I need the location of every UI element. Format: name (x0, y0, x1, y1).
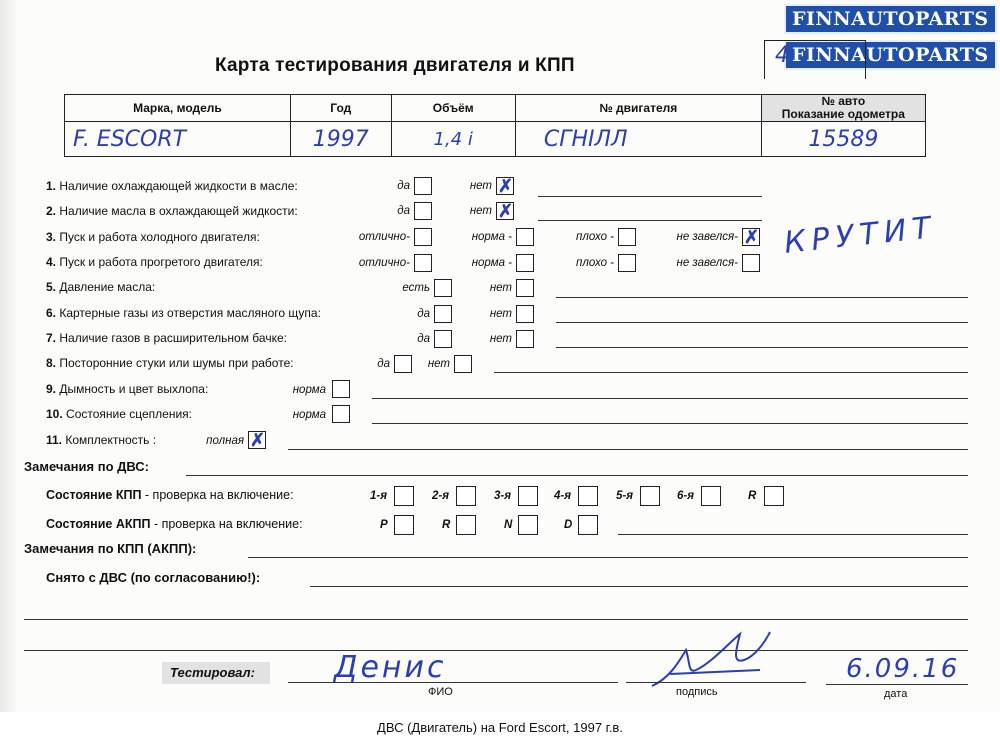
opt-yes: да (417, 333, 430, 345)
col-engine-number: № двигателя (515, 95, 761, 122)
name-label: ФИО (428, 686, 453, 698)
item-number: 5. (46, 280, 57, 294)
gearbox-auto-label: Состояние АКПП (46, 517, 151, 531)
item-6 (46, 306, 321, 320)
blank-line-2 (24, 650, 968, 651)
tested-by-label: Тестировал: (170, 665, 255, 680)
item-8 (46, 356, 294, 370)
page-edge-shadow (0, 0, 18, 712)
comment-line (288, 449, 968, 450)
opt-not-started: не завелся- (676, 231, 738, 243)
name-value: Денис (334, 650, 447, 685)
gear-r: R (442, 519, 451, 531)
item-label: Комплектность : (65, 433, 157, 447)
name-line (288, 682, 618, 683)
comment-line (372, 423, 968, 424)
item-10 (46, 407, 192, 421)
opt-no: нет (427, 358, 450, 370)
gear-n: N (504, 519, 513, 531)
item-label: Давление масла: (59, 280, 156, 294)
checkbox-gear-p[interactable] (394, 515, 414, 535)
item-label: Пуск и работа холодного двигателя: (59, 230, 260, 244)
volume-value: 1,4 i (391, 122, 515, 157)
checkbox-no[interactable] (516, 330, 534, 348)
item-number: 7. (46, 331, 57, 345)
checkbox-normal[interactable] (516, 254, 534, 272)
checkbox-gear-2[interactable] (456, 486, 476, 506)
opt-yes: да (397, 180, 410, 192)
item-2 (46, 204, 298, 218)
item-number: 3. (46, 230, 57, 244)
item-number: 9. (46, 382, 57, 396)
gearbox-auto-row (46, 517, 303, 531)
col-year: Год (290, 95, 391, 122)
checkbox-gear-r[interactable] (456, 515, 476, 535)
checkbox-gear-1[interactable] (394, 486, 414, 506)
check-mark: ✗ (250, 430, 266, 450)
opt-absent: нет (489, 282, 512, 294)
image-caption: ДВС (Двигатель) на Ford Escort, 1997 г.в. (377, 720, 623, 735)
remarks-engine-label: Замечания по ДВС: (24, 459, 149, 474)
item-number: 1. (46, 179, 57, 193)
comment-line (372, 398, 968, 399)
opt-excellent: отлично- (358, 257, 410, 269)
item-7 (46, 331, 287, 345)
signature-icon (640, 630, 790, 694)
comment-line (538, 220, 762, 221)
opt-no: нет (469, 205, 492, 217)
gearbox-manual-label: Состояние КПП (46, 488, 142, 502)
removed-label: Снято с ДВС (по согласованию!): (46, 570, 261, 585)
col-volume: Объём (391, 95, 515, 122)
gearbox-manual-suffix: - проверка на включение: (141, 488, 294, 502)
item-label: Наличие газов в расширительном бачке: (59, 331, 287, 345)
opt-yes: да (417, 308, 430, 320)
opt-yes: да (397, 205, 410, 217)
col-odometer-label: Показание одометра (781, 107, 905, 121)
opt-present: есть (402, 282, 430, 294)
item-label: Дымность и цвет выхлопа: (59, 382, 209, 396)
item-label: Наличие масла в охлаждающей жидкости: (59, 204, 298, 218)
check-mark: ✗ (498, 201, 514, 221)
gearbox-auto-line (618, 534, 968, 535)
item-label: Картерные газы из отверстия масляного щупа: (59, 306, 321, 320)
card-title: Карта тестирования двигателя и КПП (215, 55, 575, 76)
checkbox-yes[interactable] (434, 330, 452, 348)
car-number-box (764, 40, 866, 79)
gear-6: 6-я (677, 490, 694, 502)
gearbox-auto-suffix: - проверка на включение: (150, 517, 303, 531)
checkbox-excellent[interactable] (414, 228, 432, 246)
gear-4: 4-я (554, 490, 571, 502)
checkbox-gear-n[interactable] (518, 515, 538, 535)
checkbox-no[interactable] (516, 305, 534, 323)
comment-line (556, 347, 968, 348)
gearbox-manual-row (46, 488, 294, 502)
checkbox-normal[interactable] (516, 228, 534, 246)
check-mark: ✗ (744, 227, 760, 247)
signature-label: подпись (676, 686, 718, 698)
item-label: Пуск и работа прогретого двигателя: (59, 255, 263, 269)
year-value: 1997 (290, 122, 391, 157)
item-number: 6. (46, 306, 57, 320)
opt-no: нет (489, 308, 512, 320)
gear-d: D (564, 519, 573, 531)
gear-2: 2-я (432, 490, 449, 502)
checkbox-yes[interactable] (394, 355, 412, 373)
vehicle-info-table (64, 94, 926, 157)
col-make: Марка, модель (65, 95, 291, 122)
checkbox-normal[interactable] (332, 380, 350, 398)
gear-3: 3-я (494, 490, 511, 502)
opt-yes: да (377, 358, 390, 370)
opt-normal: норма - (471, 231, 512, 243)
tested-by-box (162, 662, 270, 684)
engine-number-value: СГНІЛЛ (515, 122, 761, 157)
checkbox-bad[interactable] (618, 228, 636, 246)
item-9 (46, 382, 208, 396)
item-5 (46, 280, 155, 294)
checkbox-gear-4[interactable] (578, 486, 598, 506)
brand-logo-repeat: FINNAUTOPARTS (784, 40, 997, 70)
comment-line (538, 196, 762, 197)
opt-bad: плохо - (576, 257, 614, 269)
item-number: 8. (46, 356, 57, 370)
col-car-number: № авто (821, 94, 866, 108)
checkbox-excellent[interactable] (414, 254, 432, 272)
opt-no: нет (469, 180, 492, 192)
handwritten-note: КРУТИТ (782, 210, 939, 261)
item-label: Наличие охлаждающей жидкости в масле: (59, 179, 298, 193)
checkbox-no[interactable] (454, 355, 472, 373)
removed-line (310, 586, 968, 587)
brand-logo: FINNAUTOPARTS (784, 4, 997, 34)
comment-line (556, 297, 968, 298)
opt-complete: полная (206, 435, 244, 447)
item-11 (46, 433, 156, 447)
comment-line (556, 322, 968, 323)
opt-bad: плохо - (576, 231, 614, 243)
checkbox-bad[interactable] (618, 254, 636, 272)
item-4 (46, 255, 263, 269)
opt-no: нет (489, 333, 512, 345)
item-label: Состояние сцепления: (66, 407, 192, 421)
make-value: F. ESCORT (65, 122, 291, 157)
checkbox-gear-3[interactable] (518, 486, 538, 506)
comment-line (494, 372, 968, 373)
remarks-engine-line (186, 475, 968, 476)
blank-line-1 (24, 619, 968, 620)
item-number: 4. (46, 255, 57, 269)
gear-5: 5-я (616, 490, 633, 502)
checkbox-absent[interactable] (516, 279, 534, 297)
checkbox-present[interactable] (434, 279, 452, 297)
gear-reverse: R (748, 490, 757, 502)
checkbox-gear-6[interactable] (701, 486, 721, 506)
opt-normal: норма (292, 409, 326, 421)
item-1 (46, 179, 298, 193)
date-value: 6.09.16 (846, 654, 960, 684)
checkbox-gear-reverse[interactable] (764, 486, 784, 506)
checkbox-yes[interactable] (414, 177, 432, 195)
signature-line (626, 682, 806, 683)
check-mark: ✗ (498, 176, 514, 196)
col-odometer (761, 95, 925, 122)
gear-p: P (380, 519, 388, 531)
remarks-gearbox-label: Замечания по КПП (АКПП): (24, 541, 197, 556)
checkbox-yes[interactable] (434, 305, 452, 323)
car-number-value: 4 (775, 43, 789, 68)
date-line (826, 684, 968, 685)
item-3 (46, 230, 260, 244)
gear-1: 1-я (370, 490, 387, 502)
checkbox-not-started[interactable] (742, 254, 760, 272)
date-label: дата (884, 688, 908, 700)
opt-normal: норма (292, 384, 326, 396)
opt-not-started: не завелся- (676, 257, 738, 269)
checkbox-gear-d[interactable] (578, 515, 598, 535)
opt-normal: норма - (471, 257, 512, 269)
item-number: 2. (46, 204, 57, 218)
item-number: 11. (46, 433, 63, 447)
checkbox-yes[interactable] (414, 202, 432, 220)
item-label: Посторонние стуки или шумы при работе: (59, 356, 294, 370)
opt-excellent: отлично- (358, 231, 410, 243)
checkbox-gear-5[interactable] (640, 486, 660, 506)
checkbox-normal[interactable] (332, 405, 350, 423)
item-number: 10. (46, 407, 63, 421)
odometer-value: 15589 (761, 122, 925, 157)
remarks-gearbox-line (248, 557, 968, 558)
